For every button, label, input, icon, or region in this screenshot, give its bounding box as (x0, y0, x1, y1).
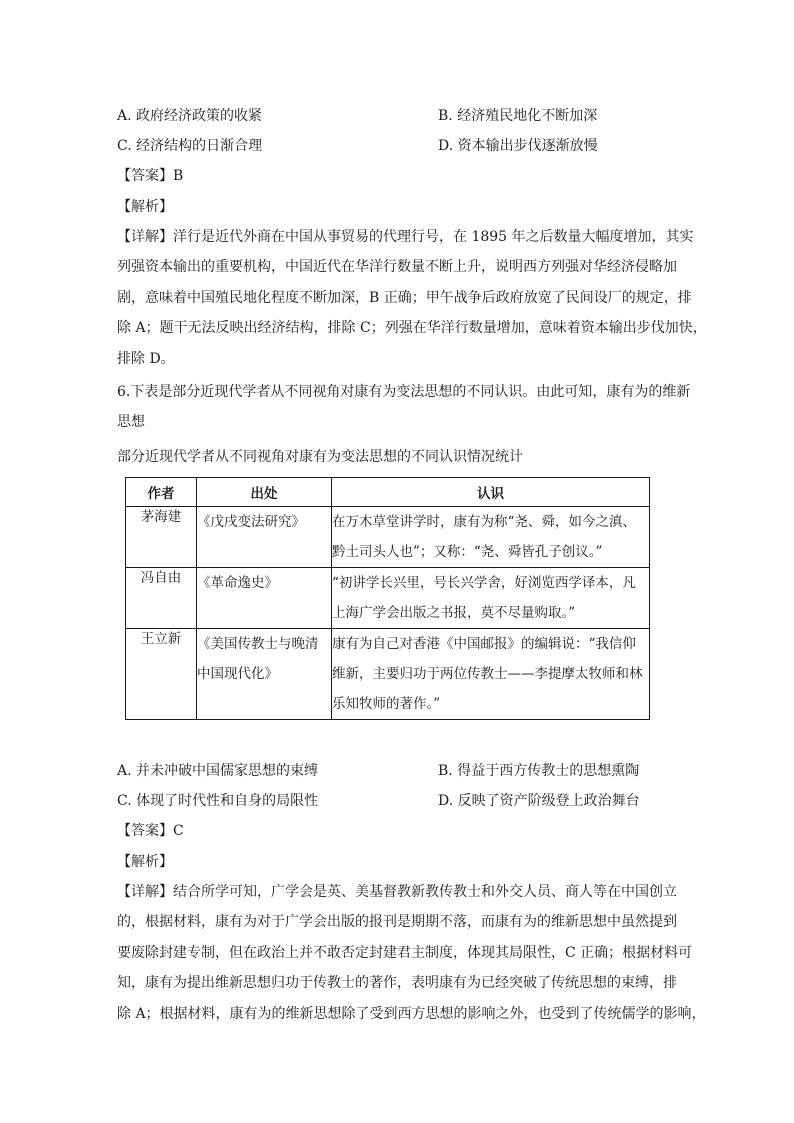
q6-analysis-heading: 【解析】 (117, 854, 173, 870)
author-cell (126, 568, 197, 629)
column-header-view: 认识 (332, 478, 650, 507)
q6-table (125, 477, 650, 720)
q5-option-b: B. 经济殖民地化不断加深 (438, 108, 598, 124)
q6-options-row-1 (117, 760, 697, 780)
q6-detail (117, 877, 706, 1029)
table-row (126, 507, 650, 568)
q5-option-a: A. 政府经济政策的收紧 (117, 108, 263, 124)
q6-detail-line: 要废除封建专制，但在政治上并不敢否定封建君主制度，体现其局限性，C 正确；根据材料可 (117, 944, 693, 961)
q6-answer: 【答案】C (117, 823, 184, 839)
q6-stem-line: 思想 (117, 414, 145, 431)
table-row (126, 568, 650, 629)
author-cell (126, 507, 197, 568)
column-header-source: 出处 (197, 478, 332, 507)
q5-answer: 【答案】B (117, 168, 184, 184)
table-row (126, 629, 650, 720)
q5-detail-line: 除 A；题干无法反映出经济结构，排除 C；列强在华洋行数量增加，意味着资本输出步伐加快， (117, 320, 707, 337)
q6-detail-line: 的，根据材料，康有为对于广学会出版的报刊是期期不落，而康有为的维新思想中虽然提到 (117, 914, 677, 931)
q6-option-d: D. 反映了资产阶级登上政治舞台 (438, 793, 640, 809)
q5-analysis-heading: 【解析】 (117, 199, 173, 215)
source-cell: 《戊戌变法研究》 (197, 507, 332, 568)
author-name: 茅海建 (140, 509, 182, 525)
q6-detail-line: 除 A；根据材料，康有为的维新思想除了受到西方思想的影响之外，也受到了传统儒学的影响， (117, 1005, 706, 1022)
q6-stem (117, 377, 691, 438)
column-header-author: 作者 (126, 478, 197, 507)
q5-options-row-2 (117, 135, 697, 155)
table-header-row (126, 478, 650, 507)
q6-detail-line: 【详解】结合所学可知，广学会是英、美基督教新教传教士和外交人员、商人等在中国创立 (117, 884, 677, 900)
q6-option-b: B. 得益于西方传教士的思想熏陶 (438, 763, 640, 779)
q6-detail-line: 知，康有为提出维新思想归功于传教士的著作，表明康有为已经突破了传统思想的束缚，排 (117, 975, 677, 992)
q5-detail-line: 列强资本输出的重要机构，中国近代在华洋行数量不断上升，说明西方列强对华经济侵略加 (117, 259, 677, 276)
view-cell: “初讲学长兴里，号长兴学舍，好浏览西学译本，凡上海广学会出版之书报，莫不尽量购取。” (332, 568, 650, 629)
q6-table-caption: 部分近现代学者从不同视角对康有为变法思想的不同认识情况统计 (117, 449, 523, 465)
q5-detail-line: 剧，意味着中国殖民地化程度不断加深，B 正确；甲午战争后政府放宽了民间设厂的规定，排 (117, 289, 692, 306)
q6-option-a: A. 并未冲破中国儒家思想的束缚 (117, 763, 319, 779)
q5-option-d: D. 资本输出步伐逐渐放慢 (438, 138, 598, 154)
q5-option-c: C. 经济结构的日渐合理 (117, 138, 263, 154)
q6-stem-line: 6.下表是部分近现代学者从不同视角对康有为变法思想的不同认识。由此可知，康有为的维新 (117, 384, 691, 400)
view-cell: 康有为自己对香港《中国邮报》的编辑说：“我信仰维新，主要归功于两位传教士——李提摩太牧师和林乐知牧师的著作。” (332, 629, 650, 720)
q5-options-row-1 (117, 105, 697, 125)
source-cell: 《革命逸史》 (197, 568, 332, 629)
source-cell: 《美国传教士与晚清中国现代化》 (197, 629, 332, 720)
author-name: 王立新 (140, 631, 182, 647)
q6-options-row-2 (117, 790, 697, 810)
q5-detail (117, 222, 707, 374)
view-cell: 在万木草堂讲学时，康有为称“尧、舜，如今之滇、黔土司头人也”；又称：“尧、舜皆孔子创议。” (332, 507, 650, 568)
author-cell (126, 629, 197, 720)
q6-option-c: C. 体现了时代性和自身的局限性 (117, 793, 319, 809)
q5-detail-line: 【详解】洋行是近代外商在中国从事贸易的代理行号，在 1895 年之后数量大幅度增加，其实 (117, 229, 694, 245)
q5-detail-line: 排除 D。 (117, 350, 175, 367)
author-name: 冯自由 (140, 570, 182, 586)
